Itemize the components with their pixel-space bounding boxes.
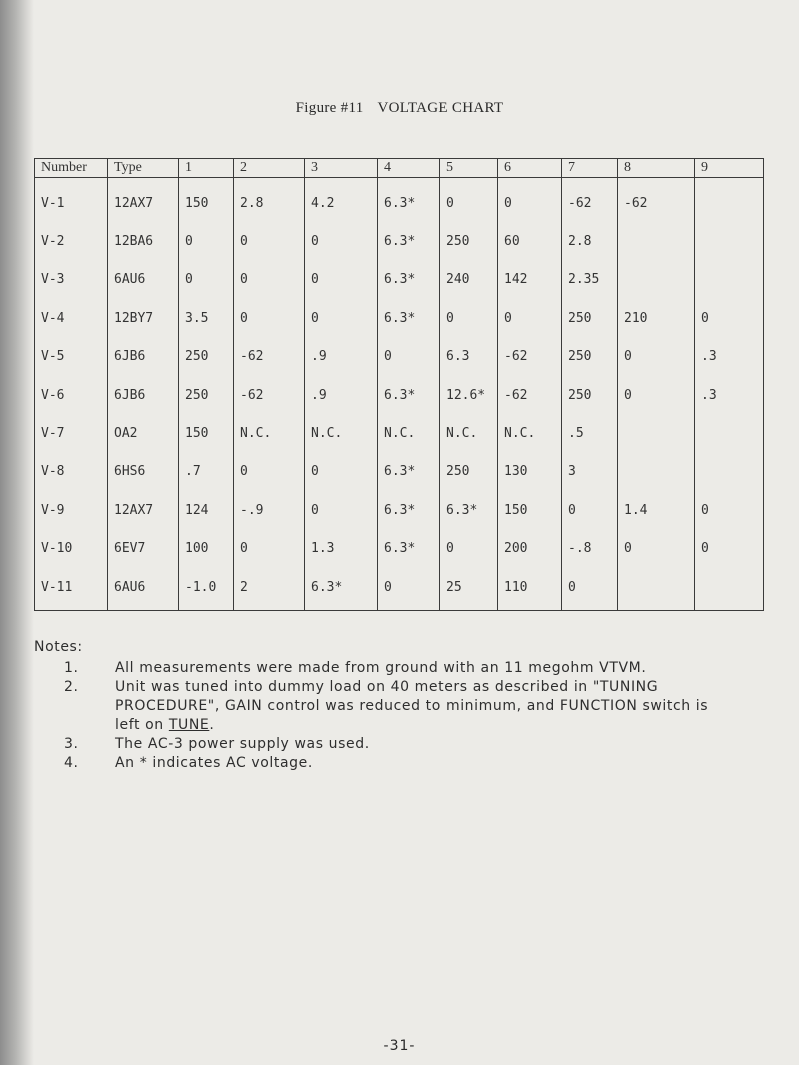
pin-voltage-cell: -62 bbox=[498, 376, 562, 414]
tube-type-cell: 6JB6 bbox=[108, 376, 179, 414]
pin-voltage-cell: 0 bbox=[378, 338, 440, 376]
pin-voltage-cell: 0 bbox=[695, 530, 764, 568]
pin-voltage-cell: N.C. bbox=[440, 414, 498, 452]
tube-type-cell: 12BA6 bbox=[108, 222, 179, 260]
pin-voltage-cell: -62 bbox=[498, 338, 562, 376]
note-text bbox=[115, 678, 734, 735]
pin-voltage-cell bbox=[695, 414, 764, 452]
pin-voltage-cell: 6.3* bbox=[378, 299, 440, 337]
table-row bbox=[35, 568, 764, 611]
pin-voltage-cell: N.C. bbox=[234, 414, 305, 452]
table-row bbox=[35, 530, 764, 568]
pin-voltage-cell: 250 bbox=[440, 453, 498, 491]
tube-number-cell: V-8 bbox=[35, 453, 108, 491]
column-header: 4 bbox=[378, 159, 440, 178]
pin-voltage-cell: 0 bbox=[234, 453, 305, 491]
pin-voltage-cell: 2 bbox=[234, 568, 305, 611]
pin-voltage-cell: 3.5 bbox=[179, 299, 234, 337]
figure-title bbox=[0, 100, 799, 117]
pin-voltage-cell: N.C. bbox=[378, 414, 440, 452]
tube-number-cell: V-1 bbox=[35, 178, 108, 223]
voltage-chart-table bbox=[34, 158, 764, 611]
page-number: -31- bbox=[383, 1038, 416, 1054]
column-header: Type bbox=[108, 159, 179, 178]
pin-voltage-cell: 2.8 bbox=[562, 222, 618, 260]
note-number: 3. bbox=[64, 736, 79, 752]
pin-voltage-cell: 6.3* bbox=[378, 178, 440, 223]
column-header: 8 bbox=[618, 159, 695, 178]
pin-voltage-cell bbox=[695, 453, 764, 491]
tube-number-cell: V-6 bbox=[35, 376, 108, 414]
column-header: 2 bbox=[234, 159, 305, 178]
pin-voltage-cell: 250 bbox=[179, 338, 234, 376]
pin-voltage-cell bbox=[695, 568, 764, 611]
pin-voltage-cell: 250 bbox=[562, 299, 618, 337]
pin-voltage-cell: 6.3 bbox=[440, 338, 498, 376]
pin-voltage-cell: 0 bbox=[305, 261, 378, 299]
pin-voltage-cell: 0 bbox=[305, 299, 378, 337]
pin-voltage-cell: 0 bbox=[234, 530, 305, 568]
note-number: 4. bbox=[64, 755, 79, 771]
pin-voltage-cell: 0 bbox=[378, 568, 440, 611]
tube-number-cell: V-2 bbox=[35, 222, 108, 260]
pin-voltage-cell: 4.2 bbox=[305, 178, 378, 223]
table-row bbox=[35, 414, 764, 452]
pin-voltage-cell: 0 bbox=[498, 299, 562, 337]
pin-voltage-cell: 150 bbox=[179, 414, 234, 452]
pin-voltage-cell: 0 bbox=[562, 568, 618, 611]
pin-voltage-cell: 6.3* bbox=[378, 376, 440, 414]
pin-voltage-cell: 250 bbox=[562, 376, 618, 414]
note-item bbox=[34, 659, 734, 678]
table-row bbox=[35, 299, 764, 337]
note-item bbox=[34, 754, 734, 773]
pin-voltage-cell: 0 bbox=[618, 338, 695, 376]
tube-number-cell: V-9 bbox=[35, 491, 108, 529]
pin-voltage-cell: 60 bbox=[498, 222, 562, 260]
pin-voltage-cell: 1.3 bbox=[305, 530, 378, 568]
pin-voltage-cell: 6.3* bbox=[378, 453, 440, 491]
pin-voltage-cell: 0 bbox=[305, 491, 378, 529]
note-text: The AC-3 power supply was used. bbox=[115, 736, 370, 752]
tube-type-cell: 6AU6 bbox=[108, 568, 179, 611]
figure-label: Figure #11 bbox=[295, 100, 364, 116]
note-item bbox=[34, 678, 734, 735]
tube-type-cell: 6EV7 bbox=[108, 530, 179, 568]
pin-voltage-cell: -62 bbox=[234, 376, 305, 414]
pin-voltage-cell: 200 bbox=[498, 530, 562, 568]
pin-voltage-cell: 0 bbox=[440, 178, 498, 223]
note-number: 1. bbox=[64, 660, 79, 676]
pin-voltage-cell: 150 bbox=[498, 491, 562, 529]
tube-number-cell: V-10 bbox=[35, 530, 108, 568]
pin-voltage-cell: 2.35 bbox=[562, 261, 618, 299]
tube-type-cell: OA2 bbox=[108, 414, 179, 452]
pin-voltage-cell: -62 bbox=[234, 338, 305, 376]
pin-voltage-cell: 6.3* bbox=[378, 222, 440, 260]
pin-voltage-cell: .9 bbox=[305, 376, 378, 414]
note-text-before: Unit was tuned into dummy load on 40 meters as described in "TUNING PROCEDURE", GAIN control was reduced to minimum, and FUNCTION switch is left on bbox=[115, 679, 709, 733]
pin-voltage-cell bbox=[695, 261, 764, 299]
note-text-underlined: TUNE bbox=[168, 717, 210, 733]
pin-voltage-cell: 0 bbox=[179, 261, 234, 299]
tube-number-cell: V-4 bbox=[35, 299, 108, 337]
pin-voltage-cell: 6.3* bbox=[378, 530, 440, 568]
note-number: 2. bbox=[64, 679, 79, 695]
pin-voltage-cell: 110 bbox=[498, 568, 562, 611]
pin-voltage-cell: 0 bbox=[305, 453, 378, 491]
scan-binding-shadow bbox=[0, 0, 34, 1065]
column-header: 9 bbox=[695, 159, 764, 178]
note-text: All measurements were made from ground with an 11 megohm VTVM. bbox=[115, 660, 647, 676]
pin-voltage-cell bbox=[618, 222, 695, 260]
tube-type-cell: 6AU6 bbox=[108, 261, 179, 299]
tube-number-cell: V-11 bbox=[35, 568, 108, 611]
pin-voltage-cell: 6.3* bbox=[440, 491, 498, 529]
pin-voltage-cell bbox=[618, 414, 695, 452]
pin-voltage-cell: 6.3* bbox=[305, 568, 378, 611]
pin-voltage-cell bbox=[695, 178, 764, 223]
pin-voltage-cell: 210 bbox=[618, 299, 695, 337]
pin-voltage-cell: 0 bbox=[618, 376, 695, 414]
pin-voltage-cell: 0 bbox=[440, 299, 498, 337]
pin-voltage-cell: 0 bbox=[695, 299, 764, 337]
tube-number-cell: V-5 bbox=[35, 338, 108, 376]
table-row bbox=[35, 338, 764, 376]
pin-voltage-cell: 1.4 bbox=[618, 491, 695, 529]
pin-voltage-cell: 0 bbox=[498, 178, 562, 223]
pin-voltage-cell: 250 bbox=[562, 338, 618, 376]
column-header: 1 bbox=[179, 159, 234, 178]
pin-voltage-cell: 6.3* bbox=[378, 491, 440, 529]
pin-voltage-cell bbox=[618, 261, 695, 299]
column-header: Number bbox=[35, 159, 108, 178]
note-text-after: . bbox=[209, 717, 215, 733]
pin-voltage-cell bbox=[695, 222, 764, 260]
pin-voltage-cell: .3 bbox=[695, 338, 764, 376]
pin-voltage-cell: 250 bbox=[179, 376, 234, 414]
tube-number-cell: V-3 bbox=[35, 261, 108, 299]
pin-voltage-cell: 0 bbox=[234, 261, 305, 299]
pin-voltage-cell: 0 bbox=[179, 222, 234, 260]
note-text: An * indicates AC voltage. bbox=[115, 755, 313, 771]
pin-voltage-cell: 124 bbox=[179, 491, 234, 529]
pin-voltage-cell: 150 bbox=[179, 178, 234, 223]
tube-type-cell: 6HS6 bbox=[108, 453, 179, 491]
pin-voltage-cell: 25 bbox=[440, 568, 498, 611]
pin-voltage-cell: 240 bbox=[440, 261, 498, 299]
figure-title-text: VOLTAGE CHART bbox=[377, 100, 504, 116]
table-row bbox=[35, 491, 764, 529]
pin-voltage-cell: 0 bbox=[305, 222, 378, 260]
table-row bbox=[35, 261, 764, 299]
table-header-row bbox=[35, 159, 764, 178]
pin-voltage-cell: 0 bbox=[562, 491, 618, 529]
pin-voltage-cell bbox=[618, 453, 695, 491]
pin-voltage-cell: -62 bbox=[562, 178, 618, 223]
column-header: 7 bbox=[562, 159, 618, 178]
column-header: 5 bbox=[440, 159, 498, 178]
pin-voltage-cell: 100 bbox=[179, 530, 234, 568]
tube-type-cell: 6JB6 bbox=[108, 338, 179, 376]
pin-voltage-cell: 3 bbox=[562, 453, 618, 491]
pin-voltage-cell: 12.6* bbox=[440, 376, 498, 414]
table-row bbox=[35, 222, 764, 260]
column-header: 6 bbox=[498, 159, 562, 178]
table-row bbox=[35, 453, 764, 491]
pin-voltage-cell: 250 bbox=[440, 222, 498, 260]
tube-type-cell: 12AX7 bbox=[108, 178, 179, 223]
pin-voltage-cell: 130 bbox=[498, 453, 562, 491]
pin-voltage-cell: 142 bbox=[498, 261, 562, 299]
pin-voltage-cell: .7 bbox=[179, 453, 234, 491]
table-body bbox=[35, 178, 764, 611]
pin-voltage-cell: 0 bbox=[440, 530, 498, 568]
pin-voltage-cell: 0 bbox=[234, 222, 305, 260]
table-row bbox=[35, 376, 764, 414]
pin-voltage-cell: N.C. bbox=[498, 414, 562, 452]
pin-voltage-cell: -.8 bbox=[562, 530, 618, 568]
pin-voltage-cell: 0 bbox=[695, 491, 764, 529]
pin-voltage-cell: 0 bbox=[234, 299, 305, 337]
note-item bbox=[34, 735, 734, 754]
pin-voltage-cell: 2.8 bbox=[234, 178, 305, 223]
tube-number-cell: V-7 bbox=[35, 414, 108, 452]
pin-voltage-cell: 6.3* bbox=[378, 261, 440, 299]
pin-voltage-cell: .9 bbox=[305, 338, 378, 376]
pin-voltage-cell: 0 bbox=[618, 530, 695, 568]
pin-voltage-cell bbox=[618, 568, 695, 611]
pin-voltage-cell: N.C. bbox=[305, 414, 378, 452]
notes-heading: Notes: bbox=[34, 639, 83, 655]
tube-type-cell: 12AX7 bbox=[108, 491, 179, 529]
column-header: 3 bbox=[305, 159, 378, 178]
pin-voltage-cell: .3 bbox=[695, 376, 764, 414]
pin-voltage-cell: -1.0 bbox=[179, 568, 234, 611]
pin-voltage-cell: -.9 bbox=[234, 491, 305, 529]
table-row bbox=[35, 178, 764, 223]
notes-section bbox=[34, 638, 734, 773]
tube-type-cell: 12BY7 bbox=[108, 299, 179, 337]
pin-voltage-cell: -62 bbox=[618, 178, 695, 223]
pin-voltage-cell: .5 bbox=[562, 414, 618, 452]
